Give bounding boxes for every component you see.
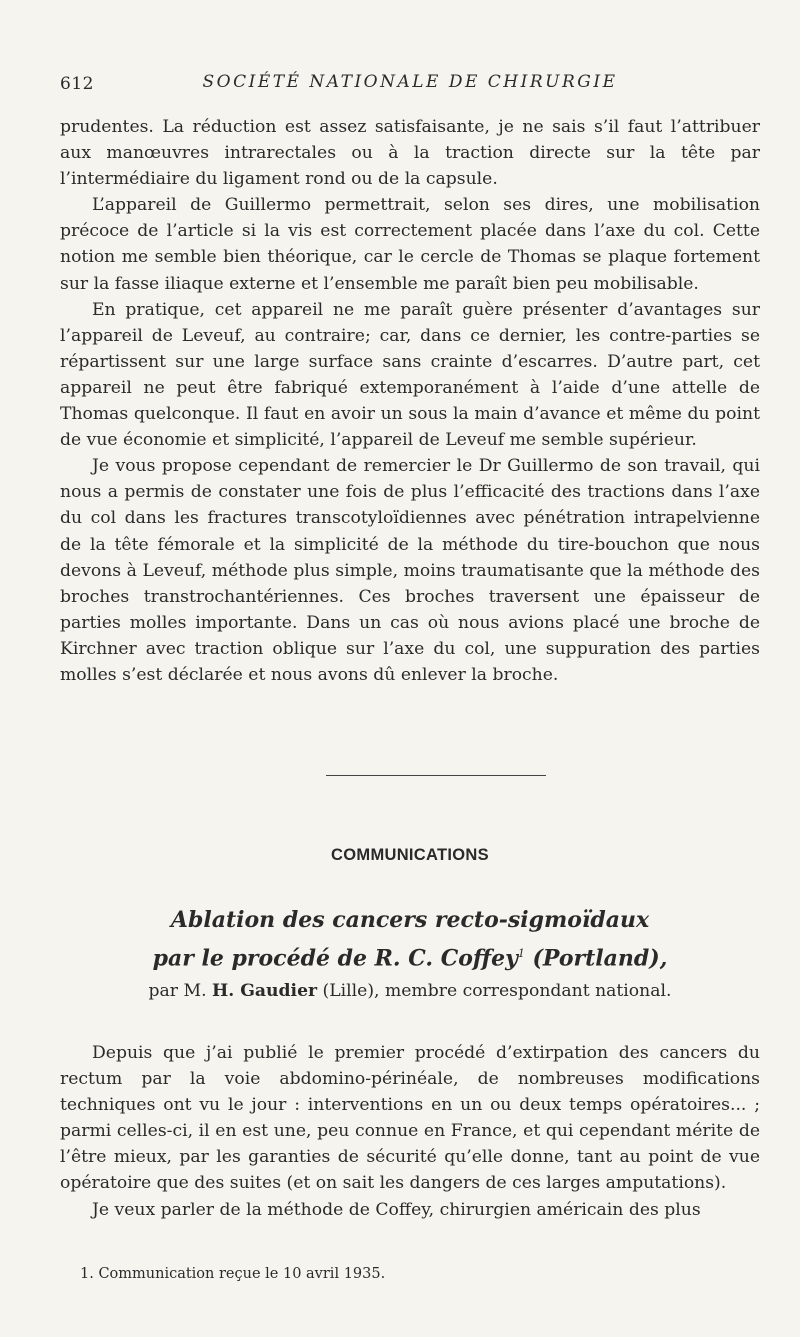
paragraph: Depuis que j’ai publié le premier procédé d’extirpation des cancers du rectum par la voie abdomino-périnéale, de nombreuses modifications techniques ont vu le jour : interventions en un ou deux temps opératoires... ; parmi celles-ci, il en est une, peu connue en France, et qui cependant mérite de l’être mieux, par les garanties de sécurité qu’elle donne, tant au point de vue opératoire que des suites (et on sait les dangers de ces larges amputations). [60,1043,760,1194]
page-number: 612 [60,74,94,94]
paragraph: prudentes. La réduction est assez satisfaisante, je ne sais s’il faut l’attribuer aux manœuvres intrarectales ou à la traction directe sur la tête par l’intermédiaire du ligament rond ou de la capsule. [60,117,760,190]
paragraph: En pratique, cet appareil ne me paraît guère présenter d’avantages sur l’appareil de Leveuf, au contraire; car, dans ce dernier, les contre-parties se répartissent sur une large surface sans crainte d’escarres. D’autre part, cet appareil ne peut être fabriqué extemporanément à l’aide d’une attelle de Thomas quelconque. Il faut en avoir un sous la main d’avance et même du point de vue économie et simplicité, l’appareil de Leveuf me semble supérieur. [60,299,760,451]
byline-prefix: par M. [148,981,207,1001]
article-title-line-1: Ablation des cancers recto-sigmoïdaux [170,907,650,933]
document-page [60,70,760,1310]
article-title-line-2-main: par le procédé de R. C. Coffey [152,945,518,972]
byline [60,981,760,1001]
footnote-marker: 1 [517,947,525,960]
author-name: H. Gaudier [212,981,318,1001]
footnote: 1. Communication reçue le 10 avril 1935. [80,1266,386,1282]
journal-title: SOCIÉTÉ NATIONALE DE CHIRURGIE [202,72,618,92]
running-header [60,70,760,100]
section-divider [326,775,546,776]
article-title-line-2 [60,937,760,975]
paragraph: Je veux parler de la méthode de Coffey, chirurgien américain des plus [92,1199,701,1220]
article-title-line-2-place: (Portland), [524,945,668,972]
paragraph: L’appareil de Guillermo permettrait, selon ses dires, une mobilisation précoce de l’article si la vis est correctement placée dans l’axe du col. Cette notion me semble bien théorique, car le cercle de Thomas se plaque fortement sur la fasse iliaque externe et l’ensemble me paraît bien peu mobilisable. [60,195,760,294]
preceding-report-text [60,114,760,688]
paragraph: Je vous propose cependant de remercier le Dr Guillermo de son travail, qui nous a permis de constater une fois de plus l’efficacité des tractions dans l’axe du col dans les fractures transcotyloïdiennes avec pénétration intrapelvienne de la tête fémorale et la simplicité de la méthode du tire-bouchon que nous devons à Leveuf, méthode plus simple, moins traumatisante que la méthode des broches transtrochantériennes. Ces broches traversent une épaisseur de parties molles importante. Dans un cas où nous avions placé une broche de Kirchner avec traction oblique sur l’axe du col, une suppuration des parties molles s’est déclarée et nous avons dû enlever la broche. [60,456,760,685]
article-body [60,1040,760,1223]
byline-affiliation: (Lille), membre correspondant national. [322,981,672,1001]
section-heading: COMMUNICATIONS [331,846,489,864]
article-title [60,904,760,975]
